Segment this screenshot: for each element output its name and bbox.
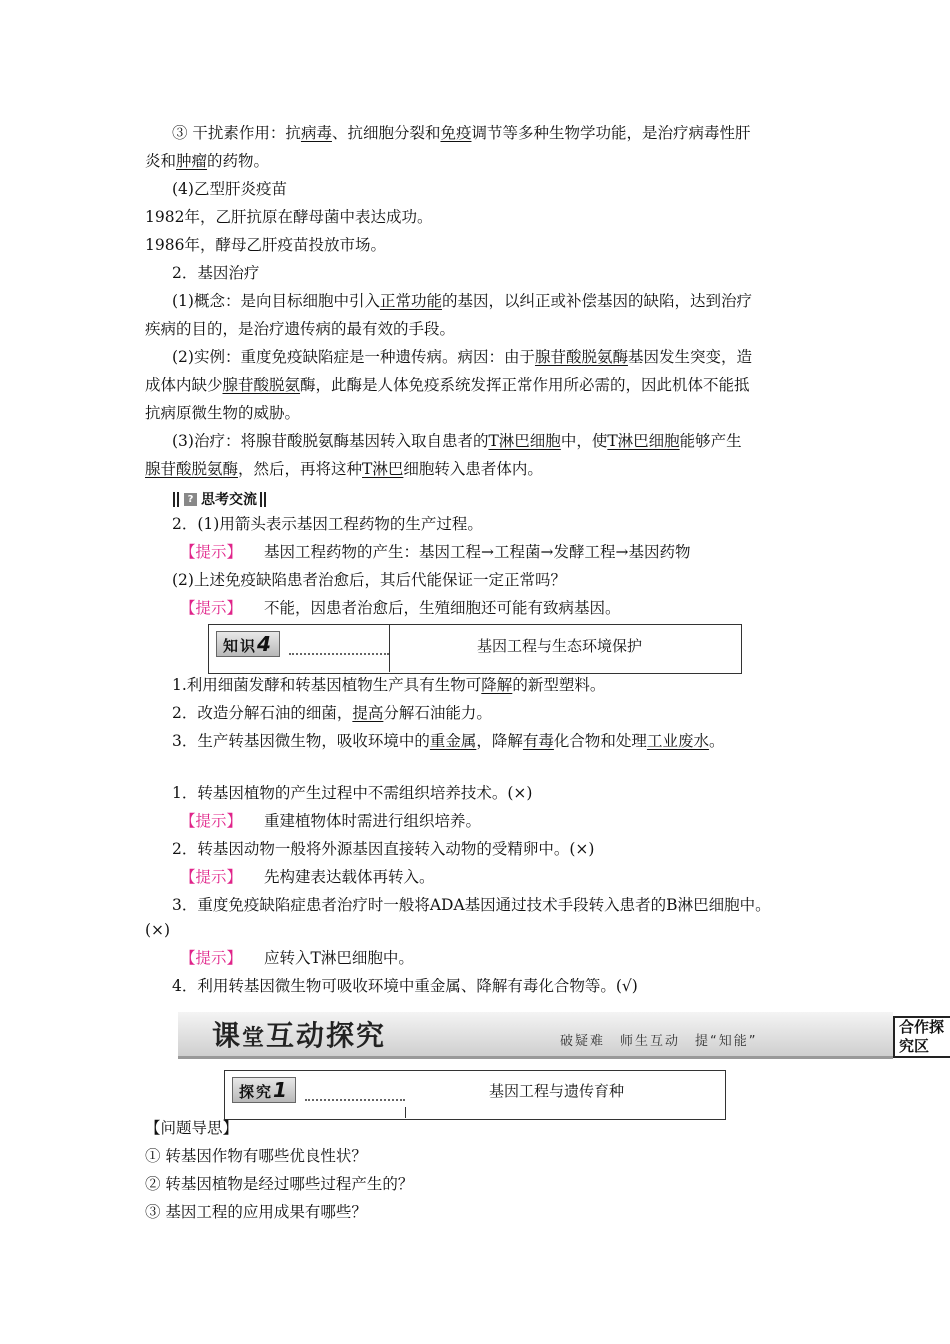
- think-label: 思考交流: [201, 492, 257, 508]
- banner-char: 堂: [242, 1025, 267, 1051]
- judge-1: 1．转基因植物的产生过程中不需组织培养技术。(×): [172, 784, 533, 802]
- knowledge-badge: [216, 631, 280, 657]
- text: 酶，此酶是人体免疫系统发挥正常作用所必需的，因此机体不能抵: [300, 376, 750, 394]
- text: ，然后，再将这种: [238, 460, 363, 478]
- guide-title: 【问题导思】: [145, 1119, 239, 1137]
- underlined-term: 腺苷酸脱氨酶: [145, 460, 239, 478]
- badge-number: 1: [273, 1078, 289, 1102]
- corner-line: 合作探: [899, 1018, 945, 1036]
- question-icon: ?: [184, 493, 197, 506]
- hint-label: 【提示】: [180, 868, 243, 886]
- badge-number: 4: [257, 632, 273, 656]
- question-2-2: (2)上述免疫缺陷患者治愈后，其后代能保证一定正常吗？: [172, 571, 566, 589]
- vertical-divider: [405, 1107, 406, 1118]
- banner-subtitle: 破疑难 师生互动 提“知能”: [560, 1034, 758, 1049]
- paragraph-1982: 1982年，乙肝抗原在酵母菌中表达成功。: [145, 208, 433, 226]
- gene-therapy-heading: 2．基因治疗: [172, 264, 260, 282]
- text: 2．改造分解石油的细菌，: [172, 704, 353, 722]
- hint-label: 【提示】: [180, 812, 243, 830]
- env-line-2: [172, 703, 842, 723]
- badge-text: 知识: [223, 637, 258, 655]
- hint-line: [180, 542, 850, 562]
- env-line-3: [172, 731, 842, 751]
- underlined-term: T淋巴细胞: [607, 432, 680, 450]
- interferon-line: [172, 123, 842, 143]
- underlined-term: 腺苷酸脱氨: [222, 376, 301, 394]
- underlined-term: 免疫: [440, 124, 472, 142]
- hint-text: 先构建表达载体再转入。: [264, 868, 435, 886]
- example-line-3: 抗病原微生物的威胁。: [145, 404, 301, 422]
- hint-label: 【提示】: [180, 599, 243, 617]
- guide-question-1: ① 转基因作物有哪些优良性状？: [145, 1147, 367, 1165]
- env-line-1: [172, 675, 842, 695]
- underlined-term: T淋巴细胞: [488, 432, 561, 450]
- text: 中，使: [560, 432, 608, 450]
- banner-text: 互动探究: [266, 1019, 387, 1052]
- text: (3)治疗：将腺苷酸脱氨酶基因转入取自患者的: [172, 432, 489, 450]
- underlined-term: 肿瘤: [176, 152, 208, 170]
- text: 能够产生: [679, 432, 742, 450]
- hint-line: [180, 811, 850, 831]
- text: 的药物。: [207, 152, 270, 170]
- hepatitis-heading: (4)乙型肝炎疫苗: [172, 180, 287, 198]
- hint-text: 基因工程药物的产生：基因工程→工程菌→发酵工程→基因药物: [264, 543, 691, 561]
- explore-1-box: [224, 1070, 726, 1120]
- underlined-term: 重金属: [429, 732, 477, 750]
- corner-line: 究区: [899, 1037, 930, 1055]
- text: 1.利用细菌发酵和转基因植物生产具有生物可: [172, 676, 482, 694]
- bar-icon: [264, 492, 266, 507]
- think-exchange-tag: [172, 490, 267, 508]
- hint-label: 【提示】: [180, 543, 243, 561]
- underlined-term: 病毒: [300, 124, 332, 142]
- text: 炎和: [145, 152, 177, 170]
- badge-text: 探究: [239, 1083, 274, 1101]
- banner-title: [212, 1014, 386, 1054]
- concept-line-2: 疾病的目的，是治疗遗传病的最有效的手段。: [145, 320, 456, 338]
- text: 的新型塑料。: [512, 676, 606, 694]
- underlined-term: 降解: [481, 676, 513, 694]
- example-line: [172, 347, 842, 367]
- text: 调节等多种生物学功能，是治疗病毒性肝: [471, 124, 751, 142]
- explore-badge: [232, 1077, 296, 1103]
- treatment-line: [172, 431, 842, 451]
- text: 成体内缺少: [145, 376, 223, 394]
- text: 化合物和处理: [553, 732, 647, 750]
- interferon-line-2: [145, 151, 815, 171]
- judge-4: 4．利用转基因微生物可吸收环境中重金属、降解有毒化合物等。(√): [172, 977, 638, 995]
- underlined-term: 腺苷酸脱氨酶: [534, 348, 628, 366]
- guide-question-2: ② 转基因植物是经过哪些过程产生的？: [145, 1175, 414, 1193]
- underlined-term: T淋巴: [362, 460, 404, 478]
- text: (2)实例：重度免疫缺陷症是一种遗传病。病因：由于: [172, 348, 535, 366]
- hint-text: 不能，因患者治愈后，生殖细胞还可能有致病基因。: [264, 599, 621, 617]
- text: 细胞转入患者体内。: [403, 460, 543, 478]
- question-2-1: 2．(1)用箭头表示基因工程药物的生产过程。: [172, 515, 483, 533]
- underlined-term: 工业废水: [646, 732, 709, 750]
- text: 、抗细胞分裂和: [331, 124, 441, 142]
- hint-line: [180, 948, 850, 968]
- hint-label: 【提示】: [180, 949, 243, 967]
- bar-icon: [173, 492, 175, 507]
- judge-3: 3．重度免疫缺陷症患者治疗时一般将ADA基因通过技术手段转入患者的B淋巴细胞中。: [172, 896, 771, 914]
- dotted-divider: [305, 1099, 405, 1101]
- hint-text: 重建植物体时需进行组织培养。: [264, 812, 482, 830]
- text: 3．生产转基因微生物，吸收环境中的: [172, 732, 430, 750]
- hint-line: [180, 598, 850, 618]
- vertical-divider: [389, 625, 390, 672]
- underlined-term: 正常功能: [379, 292, 442, 310]
- underlined-term: 提高: [352, 704, 384, 722]
- judge-2: 2．转基因动物一般将外源基因直接转入动物的受精卵中。(×): [172, 840, 595, 858]
- bar-icon: [177, 492, 179, 507]
- text: ③ 干扰素作用：抗: [172, 124, 301, 142]
- hint-line: [180, 867, 850, 887]
- text: 基因发生突变，造: [627, 348, 752, 366]
- underlined-term: 有毒: [522, 732, 554, 750]
- text: (1)概念：是向目标细胞中引入: [172, 292, 380, 310]
- dotted-divider: [289, 653, 389, 655]
- text: ，降解: [476, 732, 523, 750]
- judge-3-answer: (×): [145, 921, 171, 939]
- example-line-2: [145, 375, 815, 395]
- text: 分解石油能力。: [383, 704, 492, 722]
- box-title: 基因工程与遗传育种: [489, 1082, 625, 1100]
- paragraph-1986: 1986年，酵母乙肝疫苗投放市场。: [145, 236, 386, 254]
- banner-char: 课: [212, 1019, 243, 1052]
- concept-line: [172, 291, 842, 311]
- text: 。: [708, 732, 725, 750]
- guide-question-3: ③ 基因工程的应用成果有哪些？: [145, 1203, 367, 1221]
- bar-icon: [260, 492, 262, 507]
- treatment-line-2: [145, 459, 815, 479]
- knowledge-4-box: [208, 624, 742, 674]
- section-banner: [178, 1012, 893, 1059]
- text: 的基因，以纠正或补偿基因的缺陷，达到治疗: [441, 292, 752, 310]
- section-corner-tab: [893, 1016, 950, 1058]
- hint-text: 应转入T淋巴细胞中。: [264, 949, 414, 967]
- box-title: 基因工程与生态环境保护: [477, 637, 643, 655]
